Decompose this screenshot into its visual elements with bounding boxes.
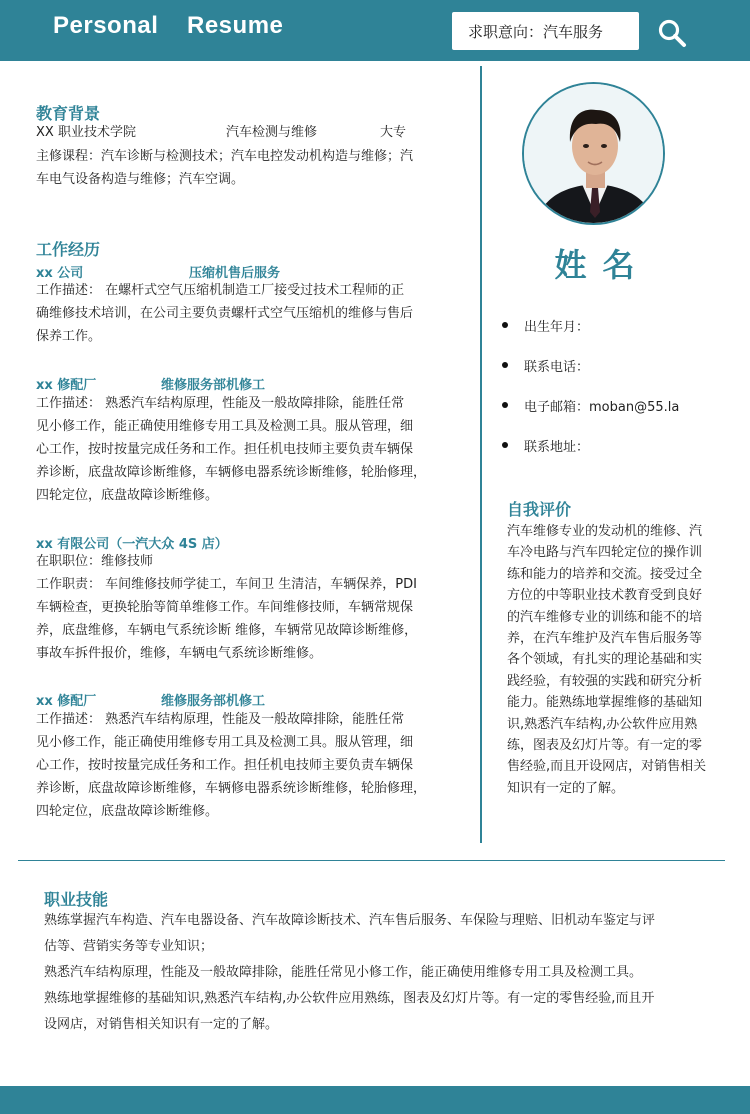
self-eval-line: 方位的中等职业技术教育受到良好 [507, 588, 703, 604]
info-address-label: 联系地址： [524, 440, 590, 455]
job-desc-line: 心工作，按时按量完成任务和工作。担任机电技师主要负责车辆保 [36, 442, 414, 457]
job-desc-line: 车辆检查，更换轮胎等简单维修工作。车间维修技师，车辆常规保 [36, 600, 414, 615]
job-company: xx 公司 [36, 266, 84, 281]
education-major: 汽车检测与维修 [226, 125, 318, 140]
bullet-dot [502, 442, 508, 448]
job-company: xx 有限公司（一汽大众 4S 店） [36, 537, 228, 552]
job-desc-line: 事故车拆件报价，维修，车辆电气系统诊断维修。 [36, 646, 323, 661]
job-desc-line: 工作描述： 在螺杆式空气压缩机制造工厂接受过技术工程师的正 [36, 283, 405, 298]
footer-bar [0, 1086, 750, 1114]
column-divider [480, 66, 482, 843]
self-eval-line: 能力。能熟练地掌握维修的基础知 [507, 695, 703, 711]
job-desc-line: 养诊断，底盘故障诊断维修，车辆修电器系统诊断维修，轮胎修理， [36, 465, 427, 480]
job-desc-line: 四轮定位，底盘故障诊断维修。 [36, 488, 219, 503]
info-phone-label: 联系电话： [524, 360, 590, 375]
skills-line: 熟悉汽车结构原理，性能及一般故障排除，能胜任常见小修工作，能正确使用维修专用工具及检测工具。 [44, 965, 643, 980]
skills-line: 设网店，对销售相关知识有一定的了解。 [44, 1017, 279, 1032]
self-eval-line: 践经验，有较强的实践和研究分析 [507, 673, 703, 689]
title-word-resume: Resume [187, 12, 284, 39]
job-position: 压缩机售后服务 [189, 266, 281, 281]
info-email-label: 电子邮箱：moban@55.la [524, 400, 680, 415]
self-eval-line: 练，图表及幻灯片等。有一定的零 [507, 738, 703, 754]
job-position: 维修服务部机修工 [161, 694, 266, 709]
job-desc-line: 工作职责： 车间维修技师学徒工，车间卫 生清洁，车辆保养，PDI [36, 577, 417, 592]
job-desc-line: 养诊断，底盘故障诊断维修，车辆修电器系统诊断维修，轮胎修理， [36, 781, 427, 796]
skills-line: 熟练地掌握维修的基础知识,熟悉汽车结构,办公软件应用熟练，图表及幻灯片等。有一定的零售经验,而且开 [44, 991, 655, 1006]
education-courses-line: 车电气设备构造与维修；汽车空调。 [36, 172, 245, 187]
job-intent-box[interactable]: 求职意向：汽车服务 [452, 12, 639, 50]
work-title: 工作经历 [36, 240, 101, 259]
avatar-photo [522, 82, 665, 225]
self-eval-line: 汽车维修专业的发动机的维修、汽 [507, 524, 703, 539]
self-eval-line: 练和能力的培养和交流。接受过全 [507, 566, 703, 582]
self-eval-line: 车冷电路与汽车四轮定位的操作训 [507, 545, 703, 561]
job-desc-line: 工作描述： 熟悉汽车结构原理，性能及一般故障排除，能胜任常 [36, 396, 405, 411]
self-eval-line: 各个领域，有扎实的理论基础和实 [507, 652, 703, 668]
job-desc-line: 心工作，按时按量完成任务和工作。担任机电技师主要负责车辆保 [36, 758, 414, 773]
section-divider [18, 860, 725, 861]
bullet-dot [502, 322, 508, 328]
self-eval-line: 养，在汽车维护及汽车售后服务等 [507, 631, 703, 647]
education-courses-line: 主修课程：汽车诊断与检测技术；汽车电控发动机构造与维修；汽 [36, 149, 414, 164]
bullet-dot [502, 402, 508, 408]
self-eval-line: 识,熟悉汽车结构,办公软件应用熟 [507, 716, 698, 732]
title-word-personal: Personal [53, 12, 159, 39]
header-bar [0, 0, 750, 61]
skills-title: 职业技能 [44, 890, 109, 909]
self-eval-title: 自我评价 [507, 500, 572, 519]
job-desc-line: 保养工作。 [36, 329, 102, 344]
job-company: xx 修配厂 [36, 694, 97, 709]
education-school: XX 职业技术学院 [36, 125, 136, 140]
skills-line: 熟练掌握汽车构造、汽车电器设备、汽车故障诊断技术、汽车售后服务、车保险与理赔、旧机动车鉴定与评 [44, 913, 656, 928]
info-birth-label: 出生年月： [524, 320, 590, 335]
job-desc-line: 见小修工作，能正确使用维修专用工具及检测工具。服从管理，细 [36, 735, 414, 750]
job-desc-line: 工作描述： 熟悉汽车结构原理，性能及一般故障排除，能胜任常 [36, 712, 405, 727]
education-degree: 大专 [380, 125, 407, 140]
self-eval-line: 的汽车维修专业的训练和能不的培 [507, 609, 703, 625]
candidate-name: 姓名 [554, 246, 651, 284]
self-eval-line: 知识有一定的了解。 [507, 780, 625, 796]
job-role-line: 在职职位：维修技师 [36, 554, 154, 569]
job-desc-line: 见小修工作，能正确使用维修专用工具及检测工具。服从管理，细 [36, 419, 414, 434]
job-desc-line: 养，底盘维修，车辆电气系统诊断 维修，车辆常见故障诊断维修， [36, 623, 418, 638]
job-company: xx 修配厂 [36, 378, 97, 393]
bullet-dot [502, 362, 508, 368]
self-eval-body [507, 521, 722, 799]
job-desc-line: 四轮定位，底盘故障诊断维修。 [36, 804, 219, 819]
skills-line: 估等、营销实务等专业知识； [44, 939, 214, 954]
education-title: 教育背景 [36, 104, 101, 123]
job-desc-line: 确维修技术培训，在公司主要负责螺杆式空气压缩机的维修与售后 [36, 306, 414, 321]
job-position: 维修服务部机修工 [161, 378, 266, 393]
self-eval-line: 售经验,而且开设网店，对销售相关 [507, 759, 707, 775]
search-icon[interactable] [657, 18, 687, 48]
